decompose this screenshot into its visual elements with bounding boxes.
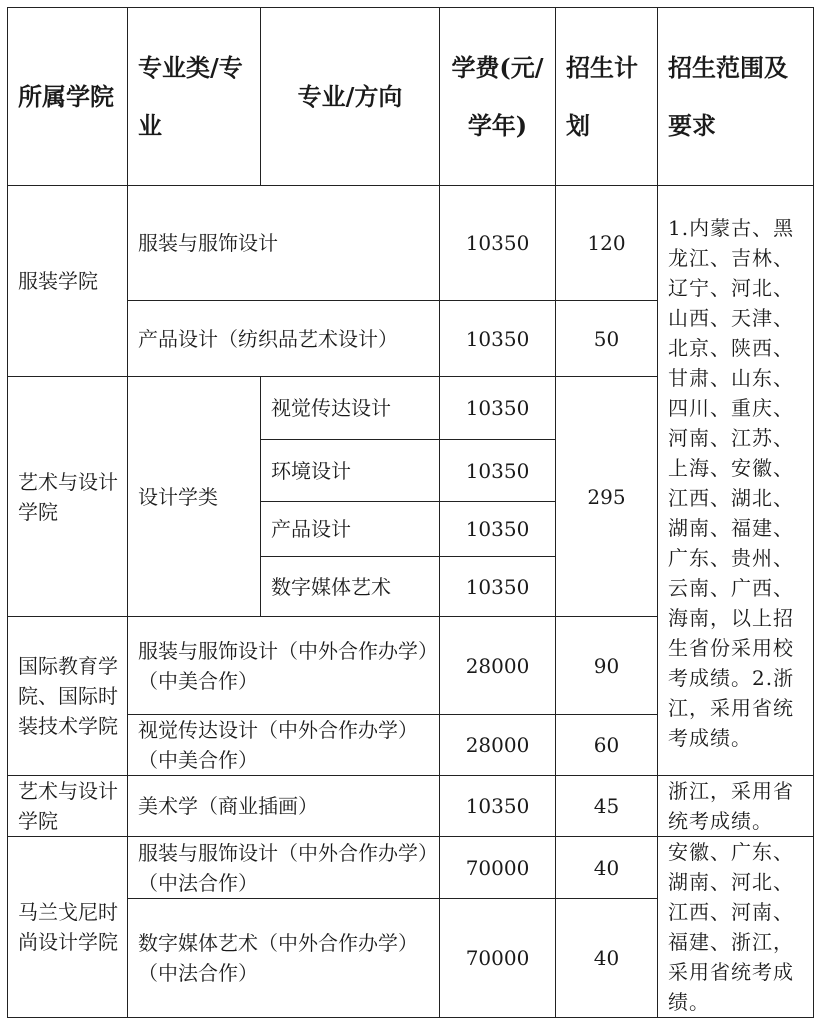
tuition-cell: 10350: [440, 301, 556, 377]
table-row: [8, 776, 814, 837]
header-school: 所属学院: [8, 8, 128, 186]
tuition-cell: 70000: [440, 899, 556, 1018]
plan-cell: 90: [556, 617, 658, 715]
tuition-cell: 10350: [440, 776, 556, 837]
header-row: [8, 8, 814, 186]
major-cell: 产品设计（纺织品艺术设计）: [128, 301, 440, 377]
plan-cell: 40: [556, 837, 658, 899]
requirements-cell: [658, 186, 814, 776]
major-cell: 服装与服饰设计（中外合作办学）（中法合作）: [128, 837, 440, 899]
major-cell: 数字媒体艺术（中外合作办学）（中法合作）: [128, 899, 440, 1018]
tuition-cell: 28000: [440, 715, 556, 776]
school-cell: 艺术与设计学院: [8, 776, 128, 837]
direction-cell: 数字媒体艺术: [261, 557, 440, 617]
major-cell: 服装与服饰设计: [128, 186, 440, 301]
direction-cell: 视觉传达设计: [261, 377, 440, 440]
requirements-text: 浙江，采用省统考成绩。: [668, 779, 794, 833]
requirements-text: 安徽、广东、湖南、河北、江西、河南、福建、浙江，采用省统考成绩。: [668, 840, 794, 1014]
header-plan: 招生计划: [556, 8, 658, 186]
school-cell: 马兰戈尼时尚设计学院: [8, 837, 128, 1018]
table-row: [8, 186, 814, 301]
plan-cell: 50: [556, 301, 658, 377]
school-cell: 服装学院: [8, 186, 128, 377]
plan-cell: 60: [556, 715, 658, 776]
plan-cell: 295: [556, 377, 658, 617]
category-cell: 设计学类: [128, 377, 261, 617]
tuition-cell: 10350: [440, 557, 556, 617]
school-cell: 艺术与设计学院: [8, 377, 128, 617]
admissions-table: [7, 7, 814, 1018]
tuition-cell: 10350: [440, 377, 556, 440]
header-requirements: 招生范围及要求: [658, 8, 814, 186]
major-cell: 服装与服饰设计（中外合作办学）（中美合作）: [128, 617, 440, 715]
header-category: 专业类/专业: [128, 8, 261, 186]
tuition-cell: 10350: [440, 440, 556, 502]
requirements-cell: [658, 837, 814, 1018]
major-cell: 视觉传达设计（中外合作办学）（中美合作）: [128, 715, 440, 776]
header-tuition: 学费(元/学年): [440, 8, 556, 186]
school-cell: 国际教育学院、国际时装技术学院: [8, 617, 128, 776]
major-cell: 美术学（商业插画）: [128, 776, 440, 837]
direction-cell: 环境设计: [261, 440, 440, 502]
tuition-cell: 70000: [440, 837, 556, 899]
tuition-cell: 28000: [440, 617, 556, 715]
requirements-text: 1.内蒙古、黑龙江、吉林、辽宁、河北、山西、天津、北京、陕西、甘肃、山东、四川、重庆、河南、江苏、上海、安徽、江西、湖北、湖南、福建、广东、贵州、云南、广西、海南，以上招生省份采用校考成绩。2.浙江，采用省统考成绩。: [668, 215, 795, 750]
plan-cell: 120: [556, 186, 658, 301]
requirements-cell: [658, 776, 814, 837]
plan-cell: 40: [556, 899, 658, 1018]
direction-cell: 产品设计: [261, 502, 440, 557]
plan-cell: 45: [556, 776, 658, 837]
table-row: [8, 837, 814, 899]
header-direction: 专业/方向: [261, 8, 440, 186]
tuition-cell: 10350: [440, 502, 556, 557]
tuition-cell: 10350: [440, 186, 556, 301]
